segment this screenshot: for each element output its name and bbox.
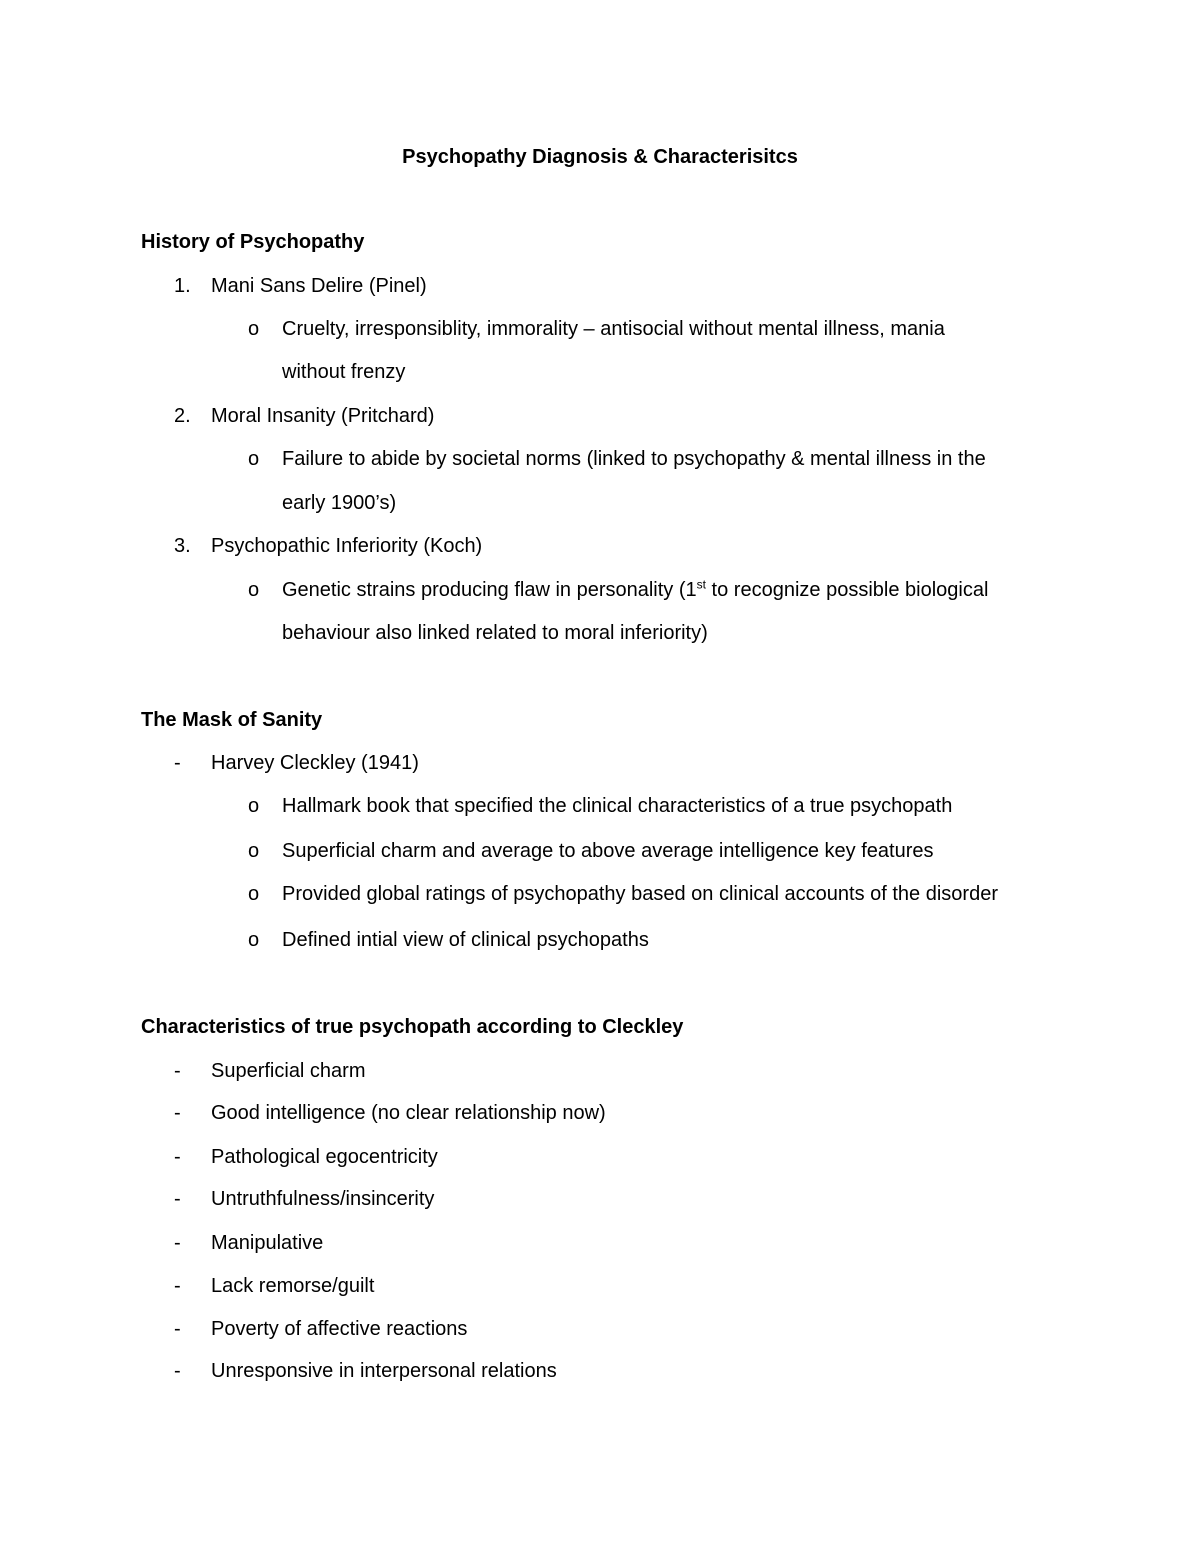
list-marker: - (174, 1360, 181, 1382)
superscript: st (696, 577, 706, 592)
sub-list-item-text: to recognize possible biological (706, 579, 989, 601)
list-item: Harvey Cleckley (1941) (211, 752, 419, 774)
list-marker: 1. (174, 275, 191, 297)
list-marker: 2. (174, 405, 191, 427)
sub-bullet-marker: o (248, 448, 260, 470)
sub-bullet-marker: o (248, 795, 260, 817)
list-marker: - (174, 1102, 181, 1124)
list-marker: - (174, 1232, 181, 1254)
section-heading-characteristics: Characteristics of true psychopath according to Cleckley (141, 1016, 684, 1038)
sub-bullet-marker: o (248, 883, 260, 905)
sub-list-item: Hallmark book that specified the clinical characteristics of a true psychopath (282, 795, 953, 817)
sub-list-item: Failure to abide by societal norms (linked to psychopathy & mental illness in the (282, 448, 986, 470)
sub-list-item-continuation: without frenzy (282, 361, 406, 383)
list-item: Unresponsive in interpersonal relations (211, 1360, 557, 1382)
list-item: Mani Sans Delire (Pinel) (211, 275, 427, 297)
section-heading-history: History of Psychopathy (141, 231, 365, 253)
list-item: Poverty of affective reactions (211, 1318, 468, 1340)
sub-list-item: Provided global ratings of psychopathy based on clinical accounts of the disorder (282, 883, 998, 905)
list-item: Lack remorse/guilt (211, 1275, 375, 1297)
list-marker: - (174, 1060, 181, 1082)
list-marker: - (174, 1275, 181, 1297)
list-item: Untruthfulness/insincerity (211, 1188, 435, 1210)
sub-bullet-marker: o (248, 318, 260, 340)
list-item: Psychopathic Inferiority (Koch) (211, 535, 483, 557)
sub-bullet-marker: o (248, 929, 260, 951)
list-item: Good intelligence (no clear relationship now) (211, 1102, 606, 1124)
list-marker: - (174, 1146, 181, 1168)
list-item: Superficial charm (211, 1060, 366, 1082)
list-item: Manipulative (211, 1232, 324, 1254)
sub-list-item-continuation: behaviour also linked related to moral inferiority) (282, 622, 708, 644)
list-item: Pathological egocentricity (211, 1146, 438, 1168)
sub-list-item-text: Genetic strains producing flaw in personality (1 (282, 579, 697, 601)
document-title: Psychopathy Diagnosis & Characterisitcs (402, 146, 798, 168)
sub-list-item: Superficial charm and average to above average intelligence key features (282, 840, 934, 862)
list-marker: - (174, 1318, 181, 1340)
sub-list-item: Defined intial view of clinical psychopaths (282, 929, 649, 951)
list-marker: - (174, 752, 181, 774)
sub-bullet-marker: o (248, 579, 260, 601)
sub-list-item: Cruelty, irresponsiblity, immorality – antisocial without mental illness, mania (282, 318, 945, 340)
sub-list-item-continuation: early 1900’s) (282, 492, 397, 514)
list-marker: 3. (174, 535, 191, 557)
section-heading-mask-of-sanity: The Mask of Sanity (141, 709, 323, 731)
list-marker: - (174, 1188, 181, 1210)
sub-list-item (282, 577, 988, 603)
sub-bullet-marker: o (248, 840, 260, 862)
list-item: Moral Insanity (Pritchard) (211, 405, 435, 427)
